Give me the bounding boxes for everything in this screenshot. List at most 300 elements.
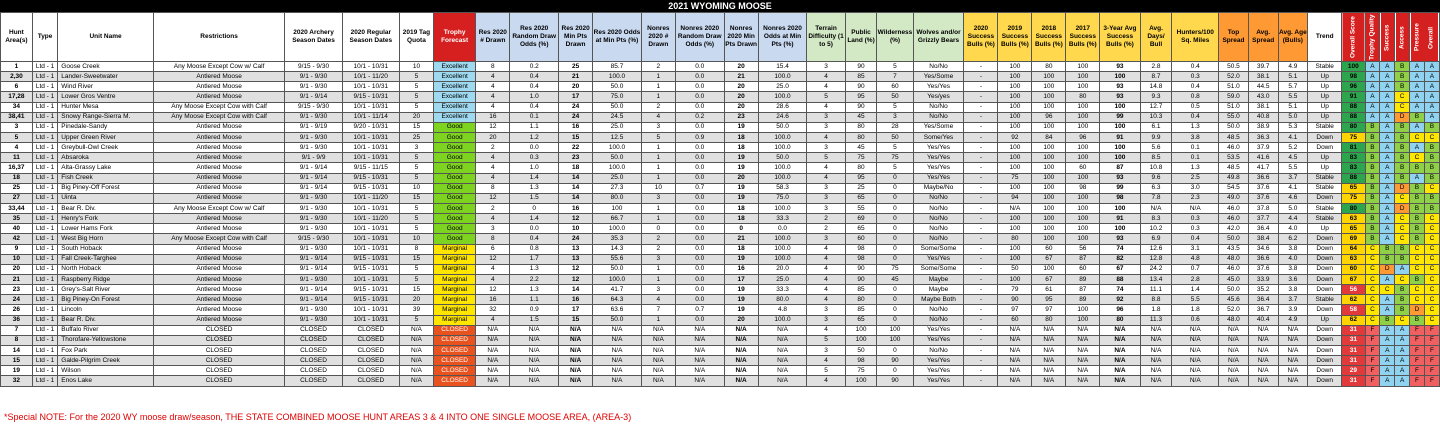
table-cell: 7 [641, 305, 675, 315]
table-row[interactable] [1, 254, 1440, 264]
table-cell: 5.2 [1278, 143, 1308, 153]
table-row[interactable] [1, 224, 1440, 234]
table-cell: 58 [1342, 305, 1365, 315]
table-row[interactable] [1, 153, 1440, 163]
column-header[interactable]: Restrictions [153, 13, 285, 62]
column-header[interactable]: Hunt Area(s) [1, 13, 33, 62]
table-cell: 9/15 - 9/30 [285, 102, 342, 112]
table-cell: Down [1308, 234, 1342, 244]
table-cell: Marginal [433, 285, 475, 295]
table-cell: 100 [998, 153, 1032, 163]
table-cell: 10/1 - 10/31 [342, 244, 399, 254]
table-cell: Stable [1308, 122, 1342, 132]
table-cell: 88 [1342, 112, 1365, 122]
table-cell: N/A [758, 345, 807, 355]
table-cell: N/A [476, 345, 510, 355]
table-cell: 37.7 [1248, 214, 1278, 224]
table-cell: 11.1 [1140, 285, 1172, 295]
table-cell: 4 [807, 325, 845, 335]
table-cell: CLOSED [153, 376, 285, 386]
table-cell: 100 [998, 102, 1032, 112]
table-cell: Down [1308, 335, 1342, 345]
table-cell: 16 [559, 203, 593, 213]
table-cell: Good [433, 163, 475, 173]
table-cell: CLOSED [342, 376, 399, 386]
table-row[interactable] [1, 295, 1440, 305]
table-row[interactable] [1, 274, 1440, 284]
table-cell: 40 [1, 224, 33, 234]
table-cell: Stable [1308, 295, 1342, 305]
table-cell: - [964, 376, 998, 386]
table-cell: N/A [1100, 335, 1140, 345]
table-row[interactable] [1, 356, 1440, 366]
table-cell: Yes/yes [913, 92, 964, 102]
table-cell: Antlered Moose [153, 132, 285, 142]
table-row[interactable] [1, 203, 1440, 213]
table-cell: 0.6 [1172, 315, 1219, 325]
table-cell: 95 [845, 173, 877, 183]
table-cell: 50.5 [1219, 62, 1249, 72]
table-cell: 4 [807, 274, 845, 284]
table-cell: A [1380, 224, 1395, 234]
table-cell: Wilson [58, 366, 154, 376]
column-header[interactable]: Wolves and/or Grizzly Bears [913, 13, 964, 62]
column-header[interactable]: Res 2020 Random Draw Odds (%) [510, 13, 559, 62]
column-header[interactable]: Terrain Difficulty (1 to 5) [807, 13, 845, 62]
table-cell: A [1380, 335, 1395, 345]
table-cell: Down [1308, 366, 1342, 376]
table-row[interactable] [1, 173, 1440, 183]
table-cell: 100 [1342, 62, 1365, 72]
table-cell: N/A [641, 356, 675, 366]
table-cell: N/A [399, 335, 433, 345]
table-cell: Ltd - 1 [32, 112, 57, 122]
table-cell: 4.5 [1278, 153, 1308, 163]
table-cell: No/No [913, 234, 964, 244]
table-cell: 100 [845, 325, 877, 335]
table-cell: A [1410, 92, 1425, 102]
table-cell: 37.8 [1248, 203, 1278, 213]
column-header[interactable]: 2019 Tag Quota [399, 13, 433, 62]
table-cell: 0.5 [1172, 102, 1219, 112]
table-cell: C [1410, 254, 1425, 264]
table-row[interactable] [1, 122, 1440, 132]
table-cell: C [1424, 305, 1439, 315]
table-cell: 100 [998, 143, 1032, 153]
table-cell: N/A [1278, 356, 1308, 366]
table-cell: 64 [1342, 244, 1365, 254]
table-cell: Ltd - 1 [32, 82, 57, 92]
table-cell: A [1424, 112, 1439, 122]
table-cell: B [1365, 122, 1380, 132]
table-cell: N/A [998, 203, 1032, 213]
table-cell: 100 [998, 122, 1032, 132]
table-cell: 39.7 [1248, 62, 1278, 72]
table-cell: 8.7 [1140, 72, 1172, 82]
table-cell: N/A [1219, 325, 1249, 335]
table-cell: A [1424, 72, 1439, 82]
table-cell: 33,44 [1, 203, 33, 213]
column-header[interactable]: Res 2020 Odds at Min Pts (%) [593, 13, 642, 62]
table-cell: 16 [476, 112, 510, 122]
table-cell: F [1365, 345, 1380, 355]
table-cell: Ltd - 1 [32, 274, 57, 284]
table-cell: 27 [1, 193, 33, 203]
table-cell: 0 [877, 254, 913, 264]
table-cell: 9/1 - 9/14 [285, 254, 342, 264]
table-cell: Snowy Range-Sierra M. [58, 112, 154, 122]
column-header[interactable]: 2019 Success Bulls (%) [998, 13, 1032, 62]
table-cell: 39 [399, 305, 433, 315]
table-cell: Ltd - 1 [32, 143, 57, 153]
table-row[interactable] [1, 335, 1440, 345]
table-cell: Down [1308, 376, 1342, 386]
table-cell: 1.7 [510, 254, 559, 264]
table-row[interactable] [1, 193, 1440, 203]
table-cell: 21 [559, 72, 593, 82]
table-cell: CLOSED [342, 345, 399, 355]
table-cell: 50 [998, 264, 1032, 274]
table-cell: 19 [724, 285, 758, 295]
table-cell: 45 [845, 112, 877, 122]
table-row[interactable] [1, 315, 1440, 325]
table-cell: A [1424, 82, 1439, 92]
column-header[interactable]: Trophy Forecast [433, 13, 475, 62]
table-cell: C [1395, 274, 1410, 284]
table-cell: 24 [559, 112, 593, 122]
table-cell: N/A [1032, 335, 1066, 345]
table-cell: B [1380, 254, 1395, 264]
table-cell: A [1424, 92, 1439, 102]
table-cell: 4 [807, 102, 845, 112]
table-cell: A [1380, 203, 1395, 213]
table-cell: Maybe [913, 274, 964, 284]
table-cell: 0.7 [675, 305, 724, 315]
table-cell: 18 [724, 203, 758, 213]
table-row[interactable] [1, 102, 1440, 112]
table-cell: 9/1 - 9/30 [285, 214, 342, 224]
table-cell: 0.4 [510, 234, 559, 244]
table-cell: 80.0 [758, 295, 807, 305]
table-cell: 50.0 [593, 153, 642, 163]
column-header[interactable]: 2020 Archery Season Dates [285, 13, 342, 62]
table-cell: 21 [1, 274, 33, 284]
table-cell: 12 [559, 274, 593, 284]
table-cell: 6.3 [1140, 183, 1172, 193]
table-cell: 100 [1066, 234, 1100, 244]
table-cell: 80 [1342, 122, 1365, 132]
table-row[interactable] [1, 72, 1440, 82]
table-cell: 9/1 - 9/14 [285, 92, 342, 102]
table-cell: Any Moose Except Cow with Calf [153, 102, 285, 112]
table-row[interactable] [1, 264, 1440, 274]
table-cell: N/A [510, 345, 559, 355]
table-cell: 10/1 - 10/31 [342, 143, 399, 153]
table-cell: B [1395, 305, 1410, 315]
table-cell: N/A [593, 376, 642, 386]
table-cell: 90 [845, 264, 877, 274]
table-cell: 43.5 [1219, 244, 1249, 254]
table-cell: 0.9 [510, 305, 559, 315]
table-row[interactable] [1, 183, 1440, 193]
column-header[interactable]: Success [1380, 13, 1395, 62]
table-cell: 60 [1066, 163, 1100, 173]
table-cell: N/A [1248, 376, 1278, 386]
table-row[interactable] [1, 285, 1440, 295]
table-cell: Ltd - 1 [32, 163, 57, 173]
column-header[interactable]: Trophy Quality [1365, 13, 1380, 62]
table-row[interactable] [1, 376, 1440, 386]
table-cell: 50.0 [593, 102, 642, 112]
table-cell: N/A [675, 366, 724, 376]
table-cell: 44.5 [1248, 82, 1278, 92]
column-header[interactable]: Res 2020 Min Pts Drawn [559, 13, 593, 62]
table-cell: - [964, 264, 998, 274]
table-cell: 10/1 - 10/31 [342, 224, 399, 234]
table-cell: 33.3 [758, 214, 807, 224]
table-cell: B [1395, 163, 1410, 173]
table-cell: 51.0 [1219, 82, 1249, 92]
table-row[interactable] [1, 214, 1440, 224]
table-cell: N/A [641, 366, 675, 376]
table-cell: Ltd - 1 [32, 183, 57, 193]
table-cell: 6.9 [1140, 234, 1172, 244]
table-cell: C [1424, 274, 1439, 284]
column-header[interactable]: Nonres 2020 Odds at Min Pts (%) [758, 13, 807, 62]
column-header[interactable]: Hunters/100 Sq. Miles [1172, 13, 1219, 62]
column-header[interactable]: 2020 Success Bulls (%) [964, 13, 998, 62]
table-cell: Maybe/No [913, 183, 964, 193]
column-header[interactable]: Avg. Days/ Bull [1140, 13, 1172, 62]
table-cell: Ltd - 1 [32, 214, 57, 224]
column-header[interactable]: Res 2020 # Drawn [476, 13, 510, 62]
table-cell: A [1380, 193, 1395, 203]
table-cell: B [1395, 122, 1410, 132]
table-cell: Ltd - 1 [32, 325, 57, 335]
table-cell: 1.3 [510, 183, 559, 193]
column-header[interactable]: Top Spread [1219, 13, 1249, 62]
table-cell: 0.0 [758, 224, 807, 234]
table-cell: N/A [675, 325, 724, 335]
table-cell: Lower Hams Fork [58, 224, 154, 234]
table-cell: 37.6 [1248, 264, 1278, 274]
table-cell: 59.0 [1219, 92, 1249, 102]
table-cell: N/A [1278, 366, 1308, 376]
table-cell: 46.0 [1219, 214, 1249, 224]
table-cell: CLOSED [285, 325, 342, 335]
table-cell: 0 [877, 193, 913, 203]
table-cell: 2.2 [510, 274, 559, 284]
table-row[interactable] [1, 62, 1440, 72]
table-cell: 4.9 [1278, 315, 1308, 325]
column-header[interactable]: 2018 Success Bulls (%) [1032, 13, 1066, 62]
column-header[interactable]: Pressure [1410, 13, 1425, 62]
table-cell: - [964, 234, 998, 244]
table-cell: 4 [807, 254, 845, 264]
table-cell: A [1380, 122, 1395, 132]
table-cell: 100 [998, 224, 1032, 234]
table-cell: A [1380, 376, 1395, 386]
column-header[interactable]: Nonres 2020 Random Draw Odds (%) [675, 13, 724, 62]
table-cell: C [1395, 193, 1410, 203]
table-cell: 19 [724, 122, 758, 132]
table-cell: 34.6 [1248, 244, 1278, 254]
table-cell: CLOSED [342, 356, 399, 366]
table-cell: 8 [1, 335, 33, 345]
column-header[interactable]: 3-Year Avg Success Bulls (%) [1100, 13, 1140, 62]
table-cell: 0 [877, 234, 913, 244]
table-cell: 36.7 [1248, 305, 1278, 315]
table-cell: C [1395, 315, 1410, 325]
table-cell: 10.3 [1140, 112, 1172, 122]
column-header[interactable]: Avg. Age (Bulls) [1278, 13, 1308, 62]
table-cell: 0.0 [675, 173, 724, 183]
table-cell: 100 [1066, 224, 1100, 234]
column-header[interactable]: Overall Score [1342, 13, 1365, 62]
table-cell: 5.1 [1278, 72, 1308, 82]
table-cell: Marginal [433, 264, 475, 274]
table-cell: N/A [1100, 345, 1140, 355]
table-cell: 2 [641, 244, 675, 254]
table-cell: 16,37 [1, 163, 33, 173]
table-cell: Up [1308, 153, 1342, 163]
table-cell: Antlered Moose [153, 143, 285, 153]
table-cell: 3 [807, 183, 845, 193]
table-cell: 100 [1032, 102, 1066, 112]
table-cell: Ltd - 1 [32, 305, 57, 315]
table-cell: 10.2 [1140, 224, 1172, 234]
table-cell: 69 [845, 214, 877, 224]
table-cell: 63 [1342, 214, 1365, 224]
table-cell: Yes/Yes [913, 82, 964, 92]
table-row[interactable] [1, 143, 1440, 153]
table-cell: N/A [724, 356, 758, 366]
table-cell: 80 [998, 234, 1032, 244]
table-cell: 3.8 [1278, 244, 1308, 254]
table-cell: 98 [845, 254, 877, 264]
table-row[interactable] [1, 366, 1440, 376]
table-cell: - [964, 335, 998, 345]
table-cell: 10/1 - 10/31 [342, 234, 399, 244]
table-cell: Stable [1308, 173, 1342, 183]
table-cell: 0.4 [510, 82, 559, 92]
table-cell: Down [1308, 244, 1342, 254]
table-cell: 3 [807, 62, 845, 72]
table-row[interactable] [1, 163, 1440, 173]
table-cell: Excellent [433, 102, 475, 112]
table-cell: 80 [1100, 315, 1140, 325]
table-cell: 50 [845, 345, 877, 355]
table-cell: - [964, 183, 998, 193]
table-cell: 32 [1, 376, 33, 386]
table-cell: 56 [1342, 285, 1365, 295]
table-cell: 17 [724, 274, 758, 284]
table-cell: 95 [1032, 295, 1066, 305]
table-cell: Down [1308, 132, 1342, 142]
table-cell: 9.3 [1140, 92, 1172, 102]
table-cell: 41.7 [1248, 163, 1278, 173]
table-cell: 50.0 [1219, 285, 1249, 295]
table-cell: 2 [641, 234, 675, 244]
column-header[interactable]: Wilderness (%) [877, 13, 913, 62]
table-cell: 31 [1342, 376, 1365, 386]
table-cell: 3 [807, 315, 845, 325]
table-cell: Down [1308, 254, 1342, 264]
column-header[interactable]: Avg. Spread [1248, 13, 1278, 62]
table-cell: A [1380, 92, 1395, 102]
table-cell: Up [1308, 163, 1342, 173]
table-cell: 100 [593, 203, 642, 213]
table-row[interactable] [1, 244, 1440, 254]
table-cell: 0.2 [675, 112, 724, 122]
table-cell: Big Piney-On Forest [58, 295, 154, 305]
table-row[interactable] [1, 112, 1440, 122]
table-cell: N/A [399, 345, 433, 355]
column-header[interactable]: Public Land (%) [845, 13, 877, 62]
column-header[interactable]: Nonres 2020 Min Pts Drawn [724, 13, 758, 62]
table-row[interactable] [1, 345, 1440, 355]
column-header[interactable]: Nonres 2020 # Drawn [641, 13, 675, 62]
column-header[interactable]: Type [32, 13, 57, 62]
table-cell: 3 [1, 122, 33, 132]
table-cell: A [1410, 173, 1425, 183]
column-header[interactable]: Unit Name [58, 13, 154, 62]
table-row[interactable] [1, 325, 1440, 335]
table-cell: 75 [877, 264, 913, 274]
table-cell: Stable [1308, 183, 1342, 193]
table-cell: 100 [1100, 203, 1140, 213]
table-row[interactable] [1, 305, 1440, 315]
table-cell: N/A [1219, 366, 1249, 376]
table-row[interactable] [1, 92, 1440, 102]
table-cell: 7 [877, 72, 913, 82]
table-cell: C [1410, 132, 1425, 142]
table-cell: N/A [510, 335, 559, 345]
column-header[interactable]: Trend [1308, 13, 1342, 62]
column-header[interactable]: 2017 Success Bulls (%) [1066, 13, 1100, 62]
table-cell: 32 [476, 305, 510, 315]
table-row[interactable] [1, 234, 1440, 244]
column-header[interactable]: Access [1395, 13, 1410, 62]
table-cell: No/No [913, 305, 964, 315]
table-cell: B [1365, 214, 1380, 224]
table-cell: Maybe Both [913, 295, 964, 305]
table-cell: Yes/Yes [913, 163, 964, 173]
table-cell: 65 [1342, 224, 1365, 234]
table-row[interactable] [1, 132, 1440, 142]
table-cell: 60 [845, 234, 877, 244]
table-cell: 31 [1342, 335, 1365, 345]
table-cell: 5 [877, 102, 913, 112]
table-row[interactable] [1, 82, 1440, 92]
column-header[interactable]: 2020 Regular Season Dates [342, 13, 399, 62]
table-cell: N/A [641, 345, 675, 355]
table-cell: 1 [641, 214, 675, 224]
column-header[interactable]: Overall [1424, 13, 1439, 62]
table-cell: 8 [399, 244, 433, 254]
table-cell: Antlered Moose [153, 193, 285, 203]
table-cell: Marginal [433, 254, 475, 264]
table-cell: 99 [1100, 112, 1140, 122]
table-cell: Stable [1308, 214, 1342, 224]
table-cell: 65 [845, 315, 877, 325]
table-cell: Down [1308, 143, 1342, 153]
table-cell: Alta-Grassy Lake [58, 163, 154, 173]
table-cell: 98 [845, 244, 877, 254]
table-cell: C [1410, 153, 1425, 163]
table-cell: 11 [1, 153, 33, 163]
table-cell: 31 [1342, 345, 1365, 355]
